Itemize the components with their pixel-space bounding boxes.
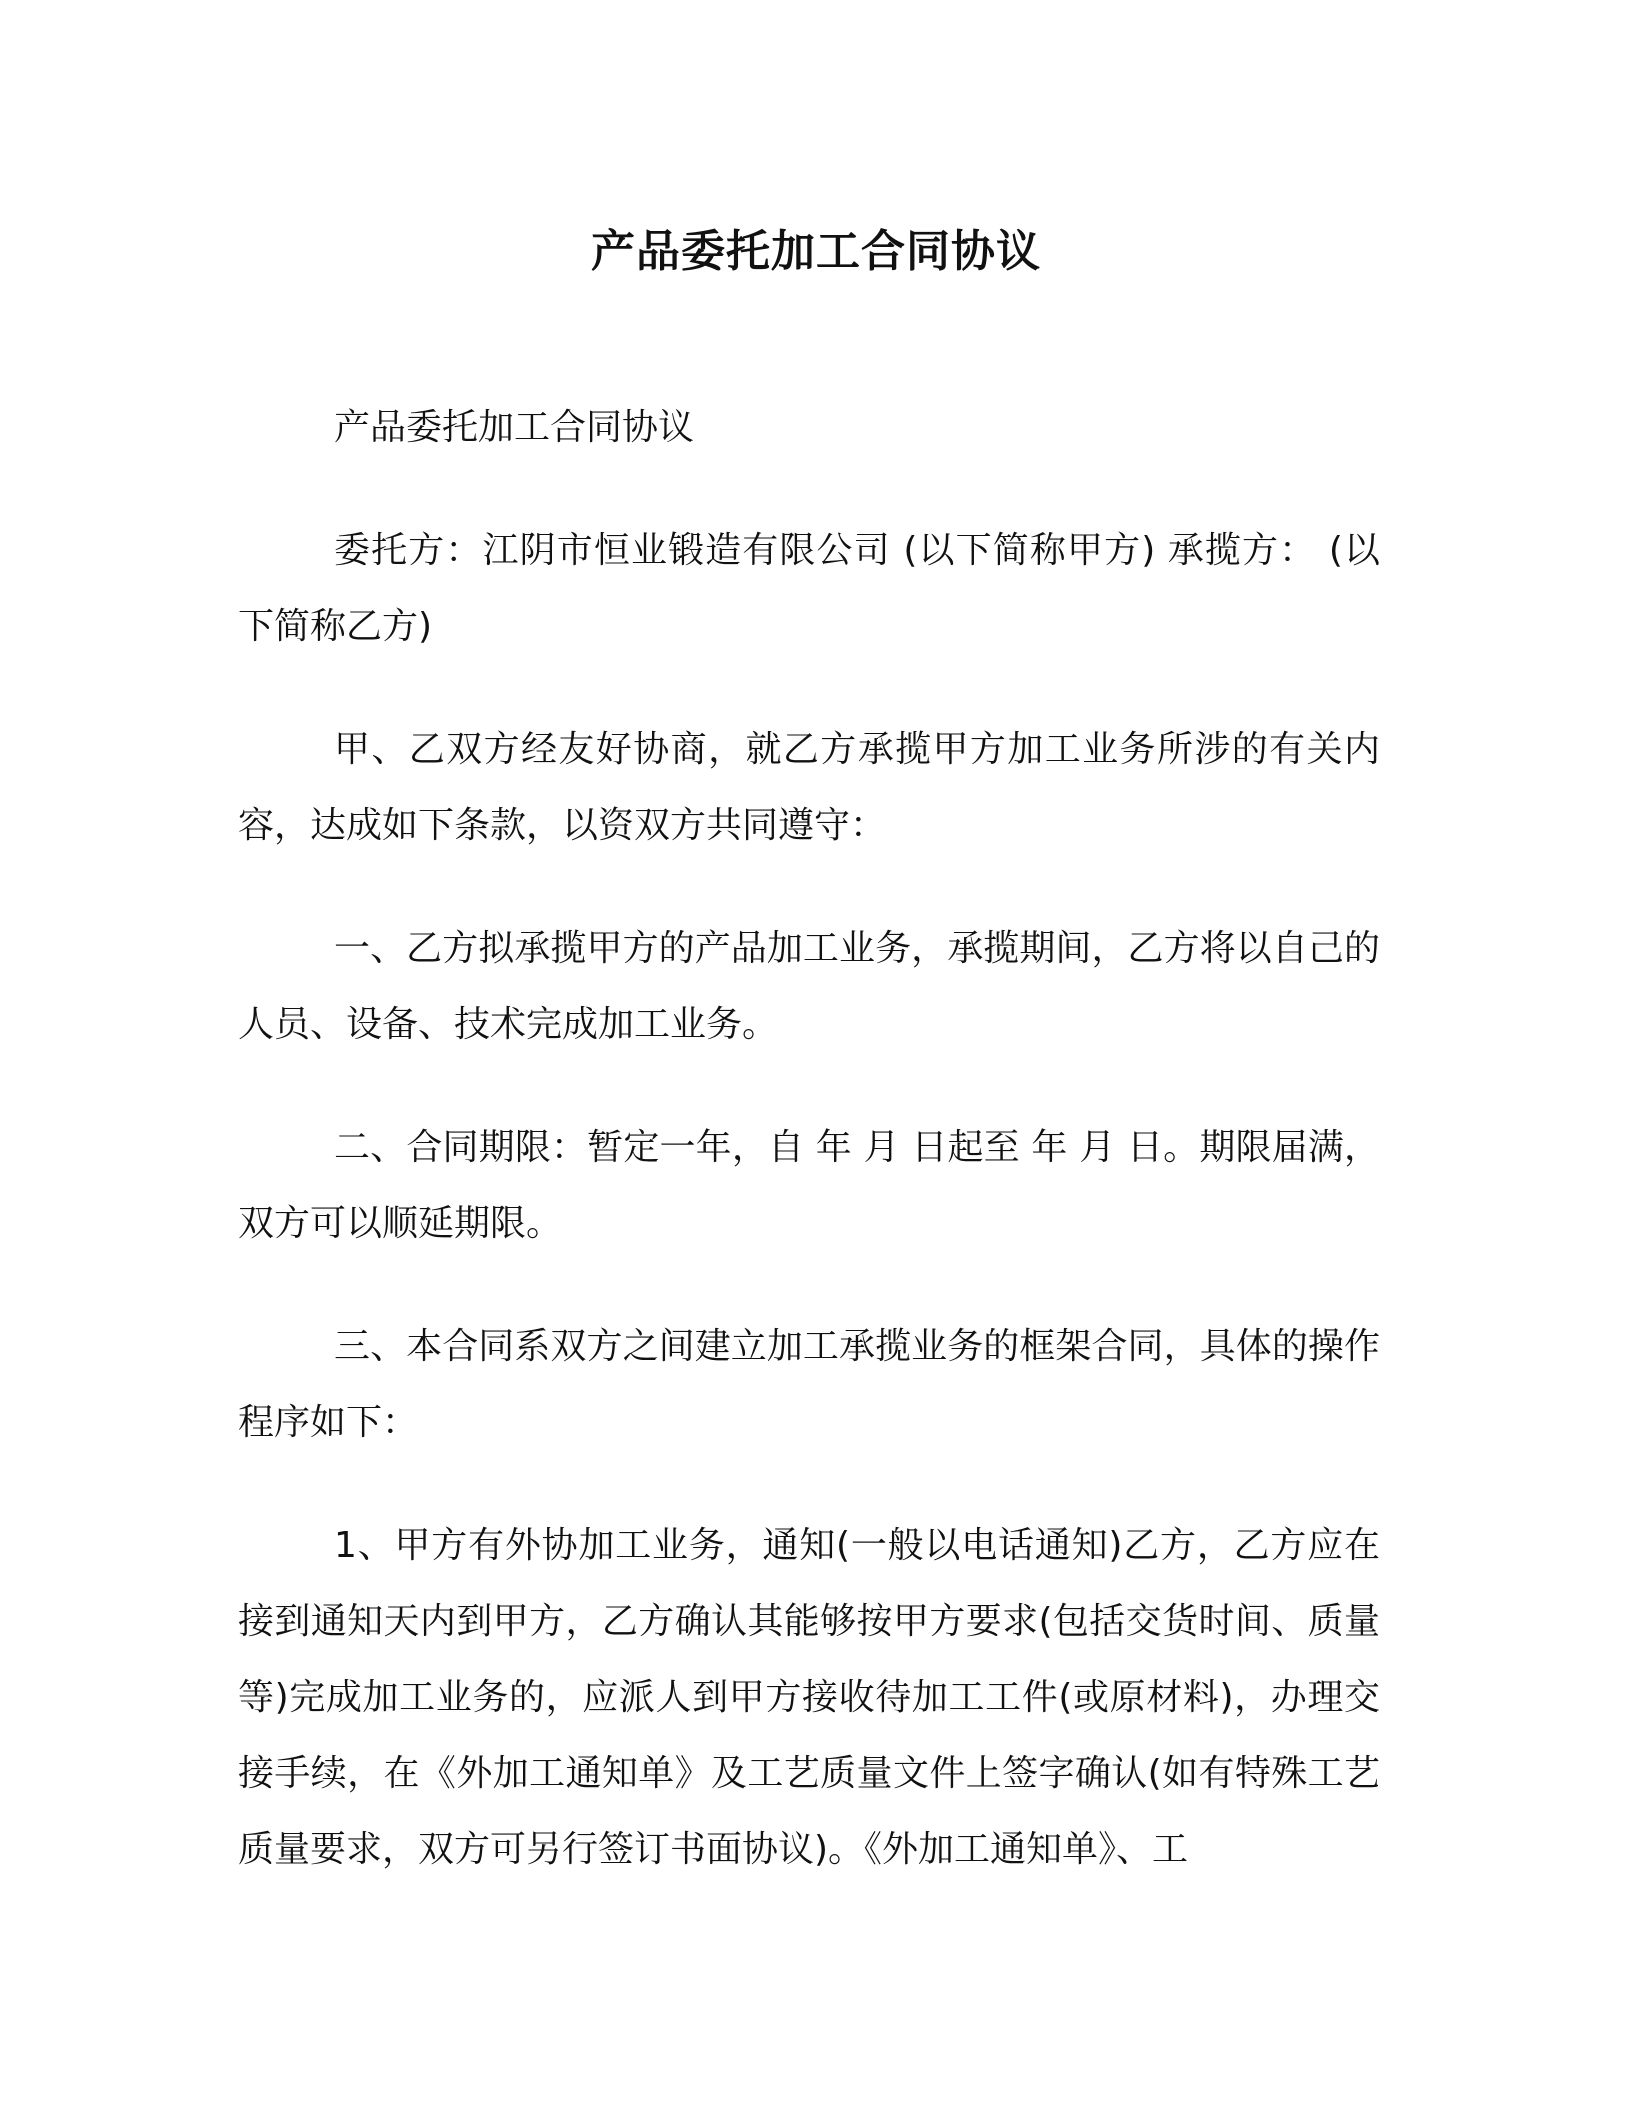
paragraph-clause-3-1: 1、甲方有外协加工业务，通知(一般以电话通知)乙方，乙方应在接到通知天内到甲方，乙方确认其能够按甲方要求(包括交货时间、质量等)完成加工业务的，应派人到甲方接收待加工工件(或原材料)，办理交接手续，在《外加工通知单》及工艺质量文件上签字确认(如有特殊工艺质量要求，双方可另行签订书面协议)。《外加工通知单》、工 (238, 1525, 1380, 1870)
paragraph-clause-2: 二、合同期限：暂定一年，自 年 月 日起至 年 月 日。期限届满，双方可以顺延期限。 (238, 1127, 1380, 1244)
paragraph-clause-3: 三、本合同系双方之间建立加工承揽业务的框架合同，具体的操作程序如下： (238, 1326, 1380, 1443)
document-body (238, 390, 1380, 1935)
paragraph-clause-1: 一、乙方拟承揽甲方的产品加工业务，承揽期间，乙方将以自己的人员、设备、技术完成加工业务。 (238, 928, 1380, 1045)
paragraph-heading: 产品委托加工合同协议 (334, 407, 695, 448)
paragraph-parties: 委托方：江阴市恒业锻造有限公司 (以下简称甲方) 承揽方： (以下简称乙方) (238, 530, 1380, 647)
paragraph-preamble: 甲、乙双方经友好协商，就乙方承揽甲方加工业务所涉的有关内容，达成如下条款，以资双方共同遵守： (238, 729, 1380, 846)
document-title: 产品委托加工合同协议 (591, 226, 1041, 277)
